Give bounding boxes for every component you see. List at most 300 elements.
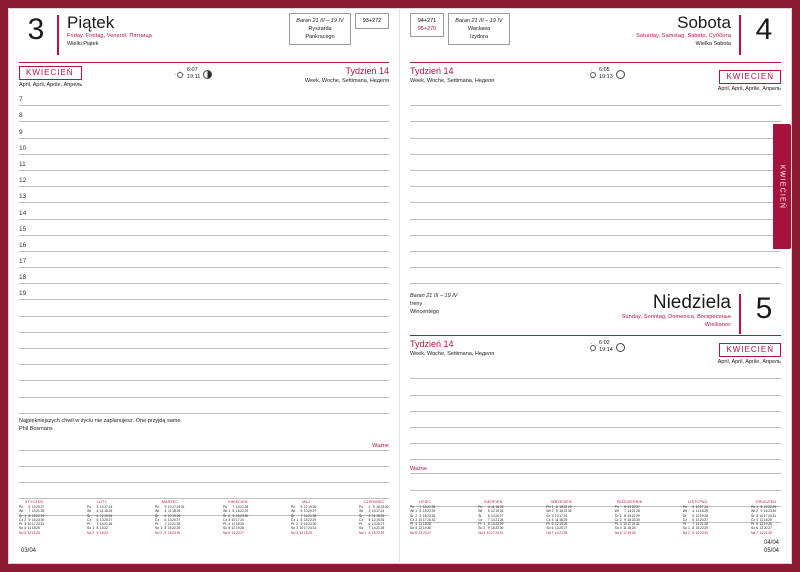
mini-calendar-day: 28 [40, 509, 45, 514]
mini-calendar-day: 27 [768, 526, 772, 531]
mini-calendar-day: 26 [176, 513, 181, 518]
mini-calendar-day: 16 [422, 513, 427, 518]
mini-calendar-day: 14 [422, 504, 427, 509]
sun-icon [175, 70, 184, 79]
mini-calendar-day: 2 [756, 509, 759, 514]
mini-calendar-day [108, 531, 112, 535]
mini-calendar-day: 6 [692, 517, 695, 522]
mini-calendar-day: 16 [627, 517, 632, 522]
friday-saint-1: Ryszarda [308, 26, 332, 32]
mini-calendar-day: 4 [368, 513, 371, 518]
friday-quote-author: Phil Bosmans [19, 425, 53, 432]
mini-calendar[interactable] [155, 500, 185, 535]
month-tab-kwiecien[interactable] [773, 124, 791, 249]
moon-phase-icon [203, 70, 212, 79]
note-line[interactable] [410, 268, 781, 284]
note-line[interactable] [410, 139, 781, 155]
mini-calendar-day: 23 [699, 530, 704, 535]
mini-calendar-day: 22 [104, 526, 108, 531]
mini-calendar-title: GRUDZIEŃ [755, 500, 777, 505]
note-line[interactable] [410, 396, 781, 412]
mini-calendar-day: 15 [627, 513, 632, 518]
note-line[interactable] [410, 203, 781, 219]
mini-calendar-day: 18 [303, 530, 308, 535]
mini-calendar-day: 27 [704, 517, 708, 522]
saturday-month-block [718, 66, 781, 93]
mini-calendar-day: 15 [371, 530, 376, 535]
mini-calendar-day: 1 [296, 517, 299, 522]
mini-calendar-day: 17 [104, 504, 108, 509]
note-line[interactable] [410, 428, 781, 444]
hour-line[interactable] [19, 203, 389, 219]
note-line[interactable] [19, 483, 389, 499]
mini-calendar-day: 30 [244, 513, 249, 518]
page-saturday-sunday [400, 9, 791, 563]
mini-calendar-weekday: Nd [478, 530, 483, 535]
mini-calendar-day: 27 [636, 504, 640, 509]
note-line[interactable] [410, 412, 781, 428]
hour-line[interactable] [19, 220, 389, 236]
mini-calendar-day: 22 [631, 513, 636, 518]
mini-calendar-day: 15 [235, 509, 240, 514]
mini-calendar-day: 6 [300, 509, 303, 514]
hour-line[interactable] [19, 333, 389, 349]
sunday-sun-times [599, 340, 613, 354]
hour-line[interactable] [19, 187, 389, 203]
sunday-month-name: KWIECIEŃ [719, 343, 781, 357]
mini-calendar[interactable] [223, 500, 253, 535]
saturday-month-bar [410, 62, 781, 92]
mini-calendar-day: 6 [28, 504, 31, 509]
hour-line[interactable] [19, 398, 389, 414]
mini-calendar-weekday: Nd [155, 530, 160, 535]
hour-line[interactable] [19, 349, 389, 365]
mini-calendar-weekday: Śr [19, 513, 23, 518]
mini-calendar-day: 23 [240, 513, 244, 518]
mini-calendar-day: 18 [699, 509, 704, 514]
mini-calendar-day: 21 [495, 517, 500, 522]
friday-sun-block [175, 67, 212, 81]
mini-calendar-weekday: Wt [410, 509, 415, 514]
mini-calendar-day: 22 [563, 504, 568, 509]
mini-calendar-weekday: So [87, 526, 92, 531]
mini-calendar-day: 9 [28, 517, 31, 522]
hour-line[interactable] [19, 90, 389, 106]
page-number-right [764, 539, 779, 555]
mini-calendar-day: 19 [172, 513, 176, 518]
mini-calendar-day: 17 [627, 522, 632, 527]
sunday-note-lines [410, 363, 781, 523]
mini-calendar-day [431, 531, 435, 535]
hour-line[interactable] [19, 171, 389, 187]
mini-calendar-day: 9 [555, 509, 558, 514]
mini-calendar-weekday: Pt [546, 522, 550, 527]
mini-calendar-weekday: Pt [682, 522, 686, 527]
sunday-zodiac: Baran 21 III – 19 IV [410, 293, 458, 300]
mini-calendar-day: 18 [627, 526, 632, 531]
mini-calendar-day: 14 [371, 526, 376, 531]
friday-sunrise: 6:07 [186, 67, 198, 73]
mini-calendar-weekday: Pn [614, 504, 619, 509]
mini-calendar-day: 21 [559, 530, 563, 535]
moon-phase-icon [616, 70, 625, 79]
friday-quote-text: Najpiękniejszych chwil w życiu nie zaplanujesz. One przyjdą same. [19, 417, 182, 424]
mini-calendar-day: 6 [96, 517, 99, 522]
mini-calendar-day: 5 [368, 517, 371, 522]
sunday-saint-2: Wincentego [410, 309, 440, 316]
mini-calendar-day [772, 531, 776, 535]
mini-calendar-day: 12 [695, 513, 700, 518]
mini-calendar-weekday: Pt [478, 522, 482, 527]
sunday-week-number: Tydzień 14 [410, 339, 454, 350]
mini-calendar-weekday: Nd [223, 530, 228, 535]
hour-label: 9 [19, 128, 23, 136]
mini-calendar-day: 18 [172, 509, 176, 514]
mini-calendar-day: 5 [300, 504, 303, 509]
mini-calendar-day: 25 [499, 504, 504, 509]
mini-calendar-weekday: Cz [19, 517, 24, 522]
mini-calendar-day: 9 [624, 517, 626, 522]
mini-calendar-weekday: Śr [410, 513, 414, 518]
mini-calendar-weekday: Nd [546, 530, 551, 535]
hour-line[interactable] [19, 122, 389, 138]
mini-calendar-day: 6 [487, 513, 490, 518]
mini-calendar-day: 18 [104, 509, 108, 514]
mini-calendar-day: 18 [495, 504, 500, 509]
mini-calendars-right [410, 500, 781, 535]
hour-label [19, 379, 33, 380]
mini-calendar-day: 24 [240, 517, 244, 522]
friday-header [9, 9, 399, 61]
mini-calendar-day: 18 [422, 522, 427, 527]
mini-calendar-row [478, 531, 508, 535]
mini-calendar-weekday: Wt [750, 509, 756, 514]
sunday-sun-block [587, 340, 625, 354]
mini-calendar-day: 15 [99, 526, 104, 531]
mini-calendar-day: 23 [36, 517, 40, 522]
friday-week-number: Tydzień 14 [345, 66, 389, 76]
mini-calendar-day: 20 [104, 517, 108, 522]
hour-line[interactable] [19, 381, 389, 397]
mini-calendar-day: 10 [418, 517, 423, 522]
hour-line[interactable] [19, 300, 389, 316]
mini-calendar-day: 24 [308, 526, 312, 531]
hour-label: 16 [19, 241, 27, 249]
sunday-holiday-note: Wielkanoc [704, 322, 731, 329]
mini-calendar-day: 30 [772, 509, 777, 514]
mini-calendar-day: 11 [167, 509, 172, 514]
mini-calendar-row [291, 531, 321, 535]
sunday-day-name-translations: Sunday, Sonntag, Domenica, Воскресенье [621, 314, 731, 321]
mini-calendar-day: 31 [636, 522, 640, 527]
mini-calendar-day: 8 [760, 504, 763, 509]
saturday-week-block [410, 66, 494, 85]
mini-calendar[interactable] [546, 500, 576, 535]
mini-calendar-weekday: Pt [750, 522, 755, 527]
mini-calendar-day: 26 [108, 513, 113, 518]
note-line[interactable] [410, 90, 781, 106]
hour-line[interactable] [19, 236, 389, 252]
mini-calendar-day: 25 [768, 517, 772, 522]
mini-calendar-weekday: Cz [478, 517, 483, 522]
friday-saint-2: Pankracego [305, 34, 335, 40]
mini-calendar-day: 22 [376, 530, 380, 535]
mini-calendar-day: 20 [559, 526, 563, 531]
mini-calendar-day: 15 [31, 513, 36, 518]
mini-calendar-day: 10 [554, 513, 559, 518]
hour-line[interactable] [19, 365, 389, 381]
mini-calendar[interactable] [683, 500, 713, 535]
mini-calendar-weekday: Cz [359, 517, 364, 522]
saturday-sun-times [599, 67, 613, 81]
note-line[interactable] [410, 220, 781, 236]
mini-calendar-day: 21 [240, 504, 244, 509]
mini-calendar-weekday: Pn [291, 504, 296, 509]
mini-calendar-day: 19 [104, 513, 108, 518]
mini-calendar-day: 3 [551, 513, 554, 518]
mini-calendar-weekday: Cz [87, 517, 92, 522]
mini-calendar-weekday: Cz [223, 517, 228, 522]
mini-calendar-weekday: Pn [682, 504, 687, 509]
mini-calendar-day: 27 [240, 530, 244, 535]
mini-calendar-weekday: Cz [614, 517, 619, 522]
mini-calendar-day: 19 [699, 513, 704, 518]
mini-calendar-day: 7 [28, 509, 31, 514]
hour-line[interactable] [19, 106, 389, 122]
mini-calendar-weekday: Pt [87, 522, 91, 527]
saturday-day-count-bottom: 95+270 [417, 26, 437, 32]
note-line[interactable] [410, 187, 781, 203]
mini-calendar-day: 1 [415, 509, 418, 514]
mini-calendar-day: 9 [419, 513, 422, 518]
hour-line[interactable] [19, 139, 389, 155]
note-line[interactable] [410, 106, 781, 122]
hour-label: 7 [19, 96, 23, 104]
mini-calendars-left [19, 500, 389, 535]
mini-calendar-day: 31 [431, 517, 436, 522]
mini-calendar-day: 25 [380, 513, 385, 518]
hour-line[interactable] [19, 155, 389, 171]
friday-day-name: Piątek [67, 13, 115, 32]
mini-calendar-day: 29 [40, 513, 45, 518]
mini-calendar-day: 26 [768, 522, 772, 527]
mini-calendar-day: 31 [499, 530, 504, 535]
mini-calendar-day: 7 [419, 504, 422, 509]
mini-calendar-day: 30 [40, 517, 45, 522]
mini-calendar-weekday: Nd [614, 530, 619, 535]
note-line[interactable] [19, 467, 389, 483]
mini-calendar-day: 27 [380, 522, 385, 527]
mini-calendar-day: 2 [296, 522, 299, 527]
mini-calendar-row [155, 531, 185, 535]
mini-calendar-day: 6 [164, 517, 167, 522]
hour-line[interactable] [19, 317, 389, 333]
mini-calendar[interactable] [359, 500, 389, 535]
saturday-day-name: Sobota [677, 13, 731, 32]
page-friday [9, 9, 400, 563]
mini-calendar-row [87, 531, 117, 535]
mini-calendar-day: 29 [176, 526, 181, 531]
sunday-astro-box [410, 292, 472, 316]
mini-calendar-day: 29 [772, 504, 777, 509]
mini-calendar-day: 14 [167, 522, 172, 527]
mini-calendar-weekday: Pn [155, 504, 160, 509]
saturday-note-lines [410, 90, 781, 284]
mini-calendar-day: 3 [96, 504, 99, 509]
note-line[interactable] [410, 122, 781, 138]
mini-calendar-day: 20 [308, 509, 312, 514]
mini-calendar-day: 9 [300, 522, 303, 527]
mini-calendar-day: 5 [415, 526, 418, 531]
mini-calendar-weekday: Wt [546, 509, 551, 514]
mini-calendar-day: 26 [312, 504, 317, 509]
mini-calendar-weekday: Nd [359, 530, 364, 535]
note-line[interactable] [410, 236, 781, 252]
saturday-divider-bar [739, 15, 741, 55]
mini-calendar-day: 8 [300, 517, 303, 522]
mini-calendar[interactable] [87, 500, 117, 535]
mini-calendar-day: 23 [427, 513, 431, 518]
note-line[interactable] [410, 252, 781, 268]
mini-calendar-day: 19 [627, 530, 632, 535]
mini-calendar-day: 7 [96, 522, 99, 527]
mini-calendar-day: 25 [36, 526, 40, 531]
mini-calendar-day: 21 [631, 509, 636, 514]
mini-calendar-day: 7 [551, 530, 554, 535]
mini-calendar-weekday: Cz [291, 517, 296, 522]
mini-calendar-day: 29 [704, 526, 708, 531]
mini-calendar-title: LUTY [97, 500, 107, 505]
mini-calendar-day: 22 [427, 509, 431, 514]
note-line[interactable] [19, 451, 389, 467]
mini-calendar-day: 4 [756, 517, 759, 522]
mini-calendar-title: KWIECIEŃ [228, 500, 248, 505]
mini-calendar-day: 10 [99, 504, 104, 509]
mini-calendar-weekday: So [614, 526, 619, 531]
mini-calendar-day: 8 [28, 513, 31, 518]
mini-calendar-day: 18 [235, 522, 240, 527]
mini-calendar-day: 4 [164, 509, 167, 514]
mini-calendar-day: 16 [167, 530, 172, 535]
mini-calendar-day: 10 [759, 513, 764, 518]
mini-calendar-day: 14 [31, 509, 36, 514]
mini-calendar[interactable] [478, 500, 508, 535]
mini-calendar-weekday: Cz [546, 517, 551, 522]
friday-zodiac: Baran 21 III – 19 IV [296, 18, 344, 24]
mini-calendar[interactable] [615, 500, 645, 535]
hour-label: 18 [19, 274, 27, 282]
mini-calendar-day: 24 [631, 522, 636, 527]
saturday-day-name-translations: Saturday, Samstag, Sabato, Суббота [636, 33, 731, 39]
mini-calendar-day: 24 [36, 522, 40, 527]
mini-calendar-day: 7 [692, 522, 695, 527]
mini-calendar-day: 5 [756, 522, 759, 527]
mini-calendar-day [312, 531, 316, 535]
mini-calendar-day: 27 [427, 530, 431, 535]
mini-calendar-title: MARZEC [161, 500, 179, 505]
mini-calendar-day: 10 [167, 504, 172, 509]
mini-calendar-day: 5 [24, 530, 27, 535]
mini-calendar[interactable] [751, 500, 781, 535]
mini-calendar-day: 5 [551, 522, 554, 527]
mini-calendar-day: 11 [299, 530, 304, 535]
mini-calendar-day: 8 [164, 526, 167, 531]
mini-calendar-day: 11 [759, 517, 764, 522]
mini-calendar-weekday: So [19, 526, 24, 531]
mini-calendar-day: 20 [235, 530, 240, 535]
hour-line[interactable] [19, 268, 389, 284]
note-line[interactable] [410, 363, 781, 379]
mini-calendar-day: 4 [487, 504, 490, 509]
mini-calendar-day: 20 [763, 526, 768, 531]
mini-calendar-weekday: Pn [19, 504, 24, 509]
note-line[interactable] [410, 171, 781, 187]
hour-label [19, 412, 33, 413]
sunday-day-name: Niedziela [652, 292, 731, 314]
mini-calendar-weekday: Pn [87, 504, 92, 509]
mini-calendar-weekday: Nd [410, 530, 415, 535]
mini-calendar-day: 11 [555, 517, 559, 522]
mini-calendar-day: 31 [180, 504, 185, 509]
mini-calendar-day: 30 [312, 522, 317, 527]
mini-calendar-weekday: So [291, 526, 296, 531]
hour-line[interactable] [19, 284, 389, 300]
mini-calendar-day: 28 [176, 522, 181, 527]
mini-calendar-day: 16 [376, 504, 380, 509]
mini-calendar-day [636, 531, 640, 535]
mini-calendar-day: 26 [563, 522, 568, 527]
mini-calendar-day: 7 [368, 526, 371, 531]
mini-calendar-day: 29 [431, 509, 436, 514]
mini-calendar-day: 30 [176, 530, 181, 535]
mini-calendar-day: 23 [172, 530, 176, 535]
mini-calendar-day: 8 [555, 504, 558, 509]
mini-calendar[interactable] [19, 500, 49, 535]
mini-calendar-day: 23 [563, 509, 568, 514]
mini-calendar-weekday: So [155, 526, 160, 531]
note-line[interactable] [410, 379, 781, 395]
mini-calendar-weekday: Wt [19, 509, 24, 514]
sunday-day-number: 5 [755, 292, 773, 326]
planner-spread [8, 8, 792, 564]
mini-calendar-day: 19 [422, 526, 427, 531]
mini-calendar-day: 11 [371, 513, 376, 518]
mini-calendar-day: 24 [176, 504, 181, 509]
mini-calendar-day: 7 [756, 530, 759, 535]
mini-calendar-day: 8 [232, 509, 235, 514]
hour-line[interactable] [19, 252, 389, 268]
mini-calendar-day: 9 [96, 530, 99, 535]
mini-calendar-weekday: So [223, 526, 228, 531]
mini-calendar-weekday: Pt [19, 522, 23, 527]
mini-calendar-day: 28 [563, 530, 568, 535]
mini-calendar[interactable] [291, 500, 321, 535]
mini-calendar-day: 26 [240, 526, 244, 531]
mini-calendar[interactable] [410, 500, 440, 535]
note-line[interactable] [410, 474, 781, 490]
mini-calendar-day: 27 [40, 504, 45, 509]
mini-calendar-day: 1 [160, 526, 163, 531]
mini-calendar-day [568, 531, 572, 535]
mini-calendar-day: 6 [756, 526, 759, 531]
note-line[interactable] [410, 444, 781, 460]
mini-calendar-day: 26 [704, 513, 708, 518]
mini-calendar-day: 28 [768, 530, 772, 535]
mini-calendar-day: 28 [244, 504, 249, 509]
mini-calendar-weekday: Pn [750, 504, 756, 509]
friday-divider-bar [57, 15, 59, 55]
note-line[interactable] [410, 155, 781, 171]
